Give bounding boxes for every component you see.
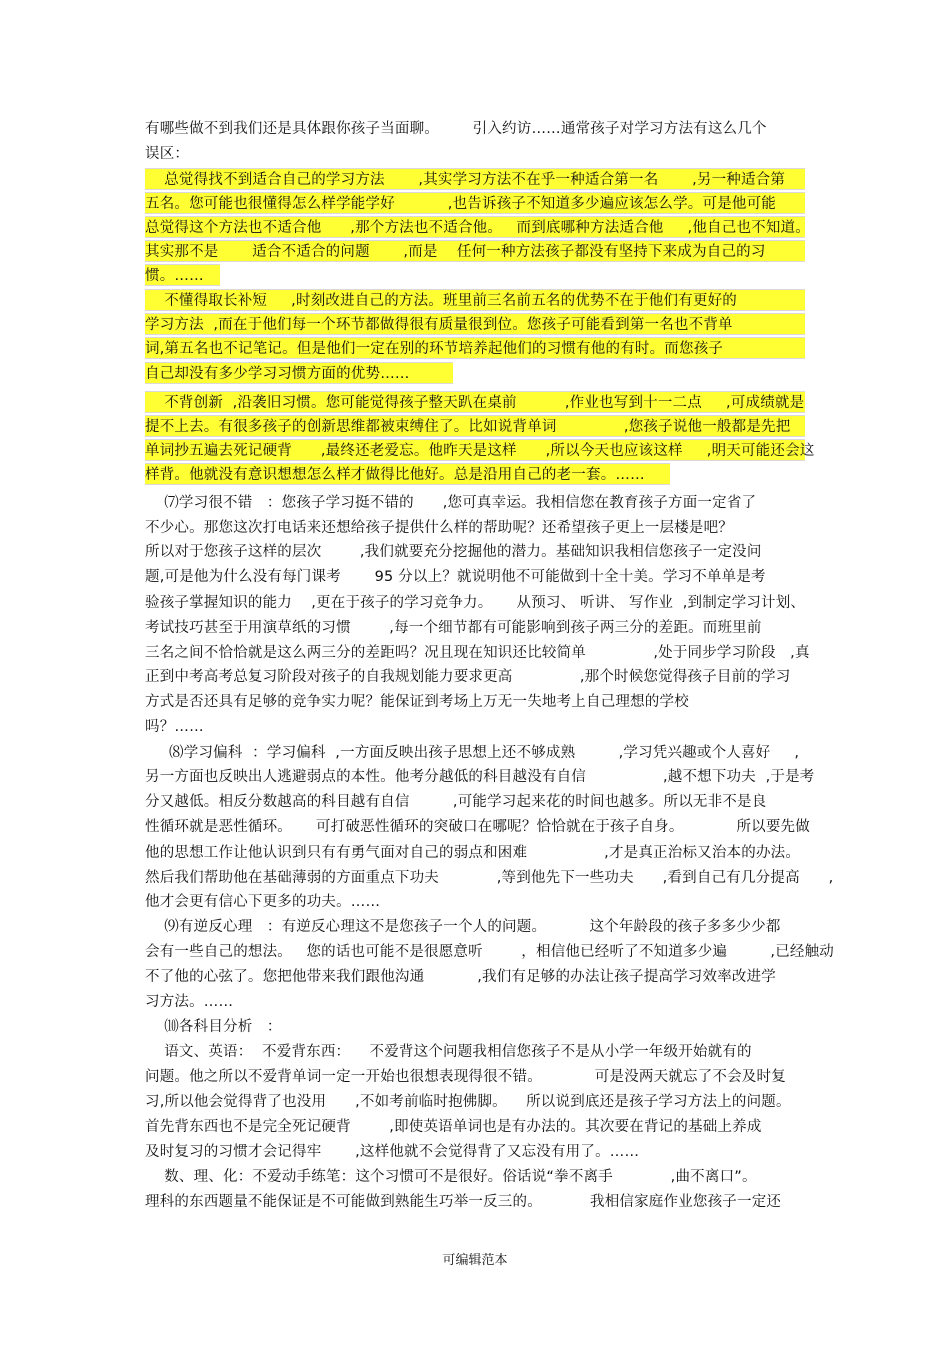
text-line: 首先背东西也不是完全死记硬背 ,即使英语单词也是有办法的。其次要在背记的基础上养成 xyxy=(145,1119,762,1135)
highlighted-text-line: 自己却没有多少学习习惯方面的优势…… xyxy=(145,362,453,384)
text-line: ⑽各科目分析 ： xyxy=(145,1019,282,1035)
highlighted-text-line: 总觉得找不到适合自己的学习方法 ,其实学习方法不在乎一种适合第一名 ,另一种适合第 xyxy=(145,168,805,190)
text-line: 问题。他之所以不爱背单词一定一开始也很想表现得很不错。 可是没两天就忘了不会及时复 xyxy=(145,1069,786,1085)
text-line: 及时复习的习惯才会记得牢 ,这样他就不会觉得背了又忘没有用了。…… xyxy=(145,1144,640,1160)
highlighted-text-line: 样背。他就没有意识想想怎么样才做得比他好。总是沿用自己的老一套。…… xyxy=(145,463,670,485)
text-line: 习,所以他会觉得背了也没用 ,不如考前临时抱佛脚。 所以说到底还是孩子学习方法上的问题。 xyxy=(145,1094,791,1110)
text-line: 会有一些自己的想法。 您的话也可能不是很愿意听 ，相信他已经听了不知道多少遍 ,已经触动 xyxy=(145,944,834,960)
highlighted-text-line: 词,第五名也不记笔记。但是他们一定在别的环节培养起他们的习惯有他的有时。而您孩子 xyxy=(145,337,805,359)
text-line: 有哪些做不到我们还是具体跟你孩子当面聊。 引入约访……通常孩子对学习方法有这么几个 xyxy=(145,121,767,137)
text-line: 所以对于您孩子这样的层次 ,我们就要充分挖掘他的潜力。基础知识我相信您孩子一定没问 xyxy=(145,544,762,560)
highlighted-text-line: 惯。…… xyxy=(145,264,220,286)
text-line: 理科的东西题量不能保证是不可能做到熟能生巧举一反三的。 我相信家庭作业您孩子一定还 xyxy=(145,1194,782,1210)
text-line: 吗？…… xyxy=(145,719,204,735)
highlighted-text-line: 总觉得这个方法也不适合他 ,那个方法也不适合他。 而到底哪种方法适合他 ,他自己也不知道。 xyxy=(145,216,805,238)
text-line: 正到中考高考总复习阶段对孩子的自我规划能力要求更高 ,那个时候您觉得孩子目前的学习 xyxy=(145,669,791,685)
highlighted-text-line: 学习方法 ,而在于他们每一个环节都做得很有质量很到位。您孩子可能看到第一名也不背单 xyxy=(145,313,805,335)
text-line: 题,可是他为什么没有每门课考 95 分以上？就说明他不可能做到十全十美。学习不单单是考 xyxy=(145,569,766,585)
text-line: 他的思想工作让他认识到只有有勇气面对自己的弱点和困难 ,才是真正治标又治本的办法。 xyxy=(145,845,801,861)
text-line: 三名之间不恰恰就是这么两三分的差距吗？况且现在知识还比较简单 ,处于同步学习阶段 ,真 xyxy=(145,645,810,661)
text-line: 语文、英语： 不爱背东西： 不爱背这个问题我相信您孩子不是从小学一年级开始就有的 xyxy=(145,1044,752,1060)
text-line: 分又越低。相反分数越高的科目越有自信 ,可能学习起来花的时间也越多。所以无非不是良 xyxy=(145,794,767,810)
text-line: 误区： xyxy=(145,146,190,162)
text-line: 验孩子掌握知识的能力 ,更在于孩子的学习竞争力。 从预习、 听讲、 写作业 ,到制定学习计划、 xyxy=(145,595,806,611)
highlighted-text-line: 不懂得取长补短 ,时刻改进自己的方法。班里前三名前五名的优势不在于他们有更好的 xyxy=(145,289,805,311)
text-line: 考试技巧甚至于用演草纸的习惯 ,每一个细节都有可能影响到孩子两三分的差距。而班里前 xyxy=(145,620,762,636)
text-line: 然后我们帮助他在基础薄弱的方面重点下功夫 ,等到他先下一些功夫 ,看到自己有几分提高 , xyxy=(145,870,834,886)
highlighted-text-line: 五名。您可能也很懂得怎么样学能学好 ,也告诉孩子不知道多少遍应该怎么学。可是他可能 xyxy=(145,192,805,214)
page-footer: 可编辑范本 xyxy=(442,1253,508,1268)
text-line: 不了他的心弦了。您把他带来我们跟他沟通 ,我们有足够的办法让孩子提高学习效率改进学 xyxy=(145,969,777,985)
text-line: 不少心。那您这次打电话来还想给孩子提供什么样的帮助呢？还希望孩子更上一层楼是吧？ xyxy=(145,520,733,536)
highlighted-text-line: 提不上去。有很多孩子的创新思维都被束缚住了。比如说背单词 ,您孩子说他一般都是先把 xyxy=(145,415,805,437)
highlighted-text-line: 其实那不是 适合不适合的问题 ,而是 任何一种方法孩子都没有坚持下来成为自己的习 xyxy=(145,240,805,262)
highlighted-text-line: 单词抄五遍去死记硬背 ,最终还老爱忘。他昨天是这样 ,所以今天也应该这样 ,明天可能还会这 xyxy=(145,439,805,461)
text-line: ⑺学习很不错 ：您孩子学习挺不错的 ,您可真幸运。我相信您在教育孩子方面一定省了 xyxy=(145,495,757,511)
text-line: 方式是否还具有足够的竞争实力呢？能保证到考场上万无一失地考上自己理想的学校 xyxy=(145,694,689,710)
text-line: 数、理、化：不爱动手练笔：这个习惯可不是很好。俗话说“拳不离手 ,曲不离口”。 xyxy=(145,1169,757,1185)
text-line: 习方法。…… xyxy=(145,994,234,1010)
text-line: ⑼有逆反心理 ：有逆反心理这不是您孩子一个人的问题。 这个年龄段的孩子多多少少都 xyxy=(145,919,781,935)
text-line: 另一方面也反映出人逃避弱点的本性。他考分越低的科目越没有自信 ,越不想下功夫 ,于是考 xyxy=(145,769,815,785)
highlighted-text-line: 不背创新 ,沿袭旧习惯。您可能觉得孩子整天趴在桌前 ,作业也写到十一二点 ,可成绩就是 xyxy=(145,391,805,413)
text-line: 性循环就是恶性循环。 可打破恶性循环的突破口在哪呢？恰恰就在于孩子自身。 所以要先做 xyxy=(145,819,810,835)
text-line: ⑻学习偏科 ：学习偏科 ,一方面反映出孩子思想上还不够成熟 ,学习凭兴趣或个人喜好 , xyxy=(145,745,800,761)
text-line: 他才会更有信心下更多的功夫。…… xyxy=(145,894,381,910)
